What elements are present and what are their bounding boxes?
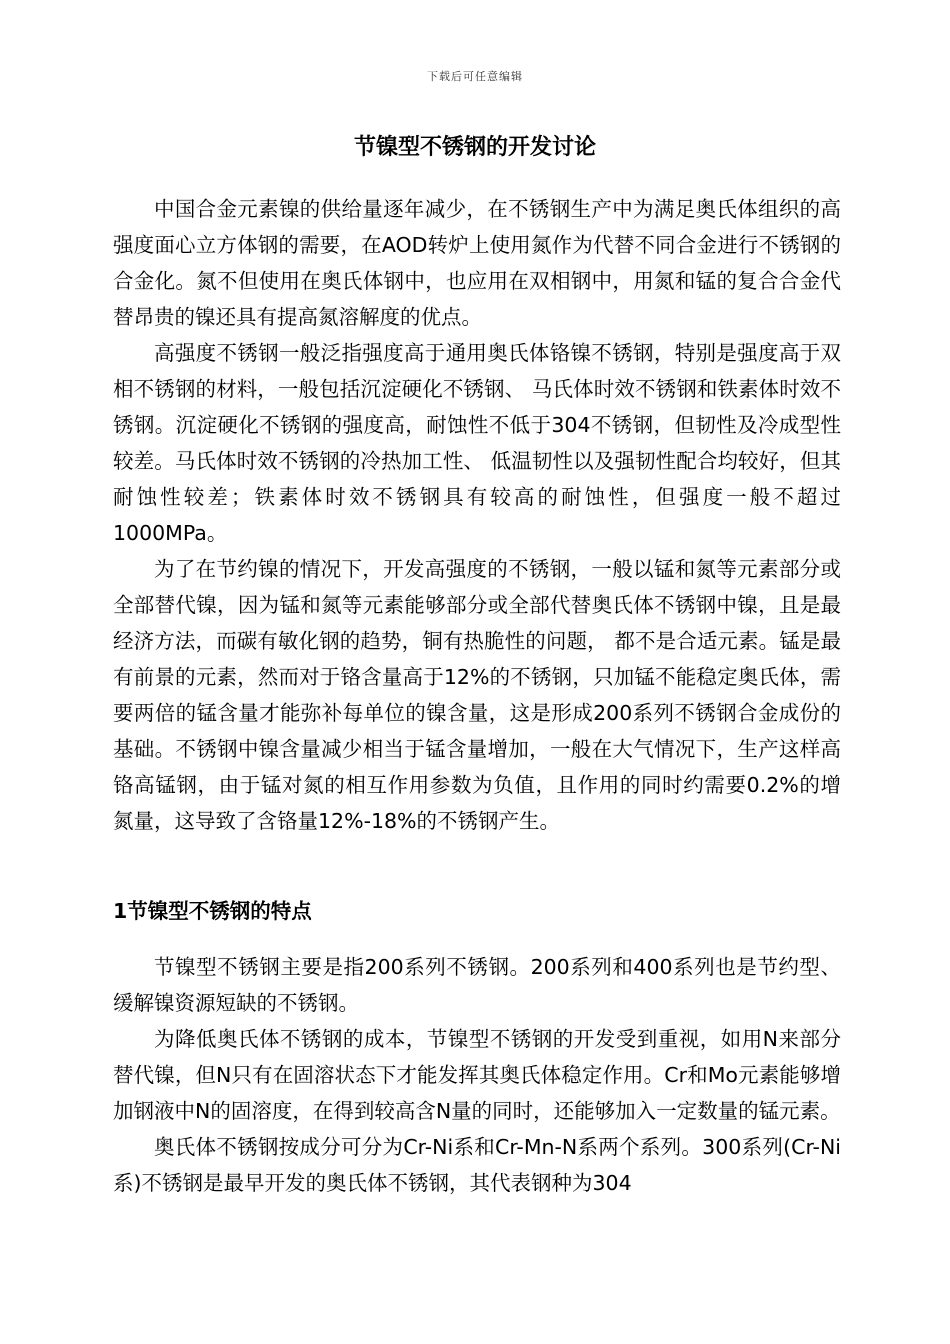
paragraph: 奥氏体不锈钢按成分可分为Cr-Ni系和Cr-Mn-N系两个系列。300系列(Cr-Ni系)不锈钢是最早开发的奥氏体不锈钢，其代表钢种为304 xyxy=(113,1135,841,1195)
paragraph: 为降低奥氏体不锈钢的成本，节镍型不锈钢的开发受到重视，如用N来部分替代镍，但N只有在固溶状态下才能发挥其奥氏体稳定作用。Cr和Mo元素能够增加钢液中N的固溶度，在得到较高含N量的同时，还能够加入一定数量的锰元素。 xyxy=(113,1027,841,1123)
paragraph: 中国合金元素镍的供给量逐年减少，在不锈钢生产中为满足奥氏体组织的高强度面心立方体钢的需要，在AOD转炉上使用氮作为代替不同合金进行不锈钢的合金化。氮不但使用在奥氏体钢中，也应用在双相钢中，用氮和锰的复合合金代替昂贵的镍还具有提高氮溶解度的优点。 xyxy=(113,197,841,329)
paragraph: 节镍型不锈钢主要是指200系列不锈钢。200系列和400系列也是节约型、 缓解镍资源短缺的不锈钢。 xyxy=(113,955,841,1015)
paragraph: 为了在节约镍的情况下，开发高强度的不锈钢，一般以锰和氮等元素部分或全部替代镍，因为锰和氮等元素能够部分或全部代替奥氏体不锈钢中镍，且是最经济方法，而碳有敏化钢的趋势，铜有热脆性的问题， 都不是合适元素。锰是最有前景的元素，然而对于铬含量高于12%的不锈钢，只加锰不能稳定奥氏体，需要两倍的锰含量才能弥补每单位的镍含量，这是形成200系列不锈钢合金成份的基础。不锈钢中镍含量减少相当于锰含量增加，一般在大气情况下，生产这样高铬高锰钢，由于锰对氮的相互作用参数为负值，且作用的同时约需要0.2%的增氮量，这导致了含铬量12%-18%的不锈钢产生。 xyxy=(113,557,841,833)
intro-body xyxy=(113,191,841,839)
header-note: 下载后可任意编辑 xyxy=(427,70,523,83)
section-heading: 1节镍型不锈钢的特点 xyxy=(113,899,312,923)
document-title: 节镍型不锈钢的开发讨论 xyxy=(353,135,596,160)
section-body xyxy=(113,949,841,1201)
paragraph: 高强度不锈钢一般泛指强度高于通用奥氏体铬镍不锈钢，特别是强度高于双相不锈钢的材料，一般包括沉淀硬化不锈钢、 马氏体时效不锈钢和铁素体时效不锈钢。沉淀硬化不锈钢的强度高，耐蚀性不低于304不锈钢，但韧性及冷成型性较差。马氏体时效不锈钢的冷热加工性、 低温韧性以及强韧性配合均较好，但其耐蚀性较差；铁素体时效不锈钢具有较高的耐蚀性，但强度一般不超过1000MPa。 xyxy=(113,341,841,545)
